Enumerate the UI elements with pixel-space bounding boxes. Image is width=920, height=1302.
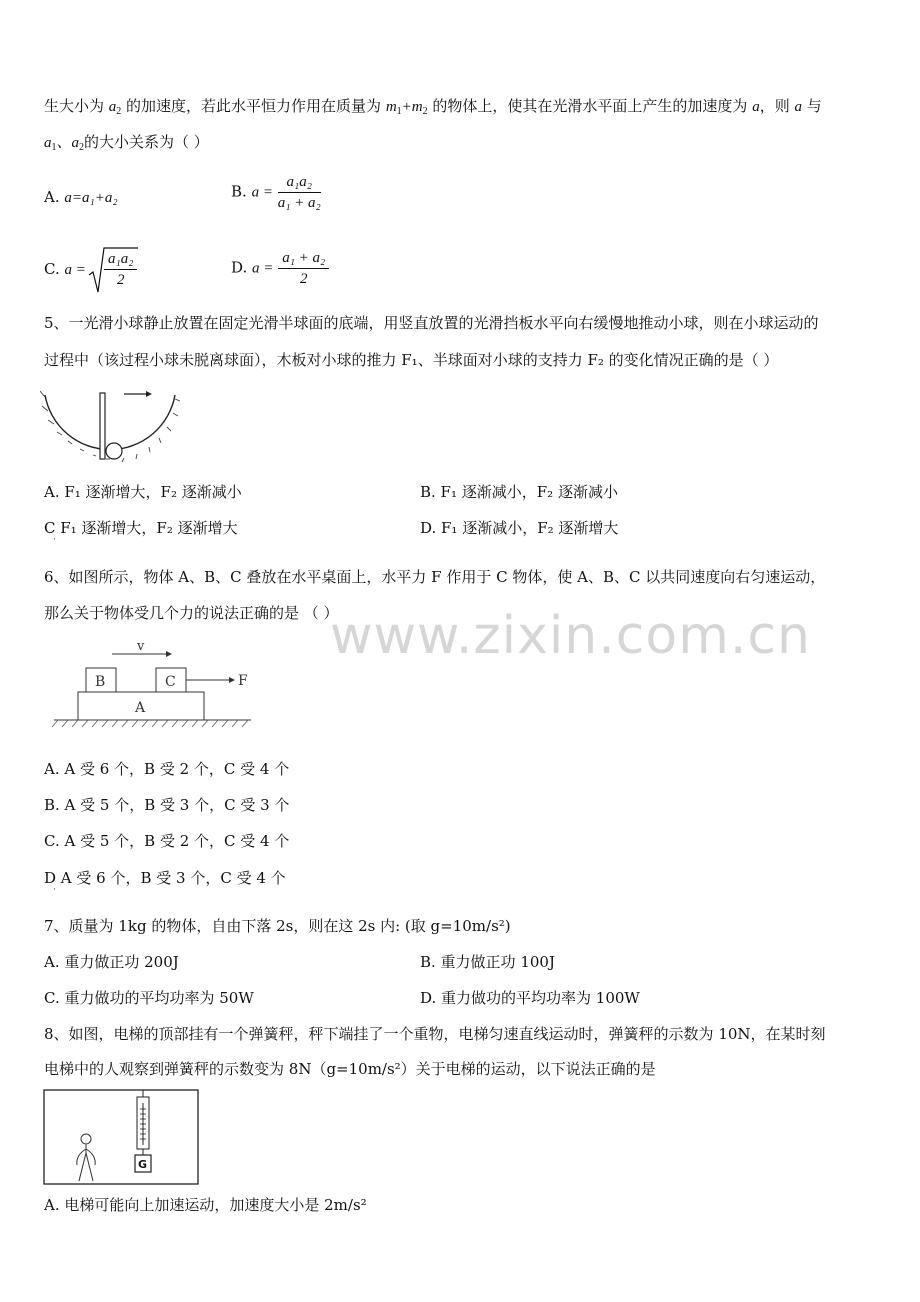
weight-g-label: G	[138, 1158, 148, 1171]
q4-option-b-denominator: a₁ + a₂	[277, 195, 321, 211]
q7-option-a[interactable]: A. 重力做正功 200J	[44, 953, 179, 971]
q4-option-d[interactable]	[231, 248, 329, 289]
q4-text-a: 生大小为	[44, 97, 109, 115]
block-b-label: B	[95, 674, 106, 690]
elevator-figure	[43, 1089, 201, 1187]
q7-line1: 7、质量为 1kg 的物体，自由下落 2s，则在这 2s 内: (取 g=10m/s²)	[44, 917, 511, 935]
q4-text-c: 的物体上，使其在光滑水平面上产生的加速度为	[427, 97, 753, 115]
q8-line2: 电梯中的人观察到弹簧秤的示数变为 8N（g=10m/s²）关于电梯的运动，以下说法正确的是	[44, 1060, 656, 1078]
q4-sym-a-2: a	[794, 99, 802, 115]
block-a-label: A	[135, 700, 146, 716]
q7-option-d[interactable]: D. 重力做功的平均功率为 100W	[420, 989, 640, 1007]
q4-option-b[interactable]	[231, 172, 321, 213]
q4-option-c-label: C.	[44, 260, 65, 278]
q4-option-c-fraction-wrap	[104, 249, 137, 290]
v-label: v	[137, 639, 145, 654]
q4-sym-a: a	[752, 99, 760, 115]
q4-option-b-lhs: a =	[251, 184, 273, 201]
q4-text-e: 与	[801, 97, 822, 115]
q4-option-a[interactable]	[44, 186, 118, 209]
q4-option-d-label: D.	[231, 258, 253, 277]
q4-option-d-denominator: 2	[299, 271, 308, 287]
stray-mark-2: ·	[53, 885, 56, 895]
block-c-label: C	[165, 674, 176, 690]
q4-option-d-numerator: a₁ + a₂	[278, 248, 329, 269]
blocks-figure	[46, 636, 271, 736]
q8-option-a[interactable]: A. 电梯可能向上加速运动，加速度大小是 2m/s²	[44, 1196, 367, 1214]
q4-option-d-fraction	[278, 248, 329, 289]
q4-option-c[interactable]	[44, 258, 86, 281]
q4-option-b-label: B.	[231, 182, 252, 201]
q4-sym-a1a2: $a_1$、$a_2$	[44, 135, 85, 153]
q6-option-a[interactable]: A. A 受 6 个，B 受 2 个，C 受 4 个	[44, 760, 290, 778]
q6-line1: 6、如图所示，物体 A、B、C 叠放在水平桌面上，水平力 F 作用于 C 物体，使 A、B、C 以共同速度向右匀速运动，	[44, 568, 826, 586]
q4-text-d: ，则	[759, 97, 795, 115]
q4-option-b-numerator: a₁a₂	[278, 172, 321, 193]
q4-sym-a2: $a_2$	[108, 99, 122, 117]
q5-line1: 5、一光滑小球静止放置在固定光滑半球面的底端，用竖直放置的光滑挡板水平向右缓慢地推动小球，则在小球运动的	[44, 314, 819, 332]
stray-mark: ·	[53, 535, 56, 545]
q6-option-d[interactable]: D A 受 6 个，B 受 3 个，C 受 4 个	[44, 869, 286, 887]
watermark: www.zixin.com.cn	[330, 606, 811, 666]
q4-option-a-label: A.	[44, 188, 65, 206]
q4-option-a-expr: a=a₁+a₂	[64, 190, 118, 206]
q7-option-b[interactable]: B. 重力做正功 100J	[420, 953, 555, 971]
q4-option-c-numerator: a₁a₂	[104, 249, 137, 270]
hemisphere-figure	[40, 385, 180, 465]
q4-line2	[44, 131, 209, 159]
q5-option-b[interactable]: B. F₁ 逐渐减小，F₂ 逐渐减小	[420, 483, 618, 501]
q5-option-d[interactable]: D. F₁ 逐渐减小，F₂ 逐渐增大	[420, 519, 619, 537]
q4-option-c-fraction	[104, 249, 137, 290]
q4-option-c-denominator: 2	[116, 272, 125, 288]
q7-option-c[interactable]: C. 重力做功的平均功率为 50W	[44, 989, 254, 1007]
q5-line2: 过程中（该过程小球未脱离球面），木板对小球的推力 F₁、半球面对小球的支持力 F₂ 的变化情况正确的是（ ）	[44, 351, 779, 369]
q4-option-c-lhs: a =	[64, 262, 86, 278]
force-f-label: F	[238, 673, 248, 689]
q5-option-c[interactable]: C F₁ 逐渐增大，F₂ 逐渐增大	[44, 519, 238, 537]
q4-option-d-lhs: a =	[252, 260, 274, 277]
q5-option-a[interactable]: A. F₁ 逐渐增大，F₂ 逐渐减小	[44, 483, 242, 501]
q8-line1: 8、如图，电梯的顶部挂有一个弹簧秤，秤下端挂了一个重物，电梯匀速直线运动时，弹簧秤的示数为 10N，在某时刻	[44, 1025, 826, 1043]
q6-option-b[interactable]: B. A 受 5 个，B 受 3 个，C 受 3 个	[44, 796, 290, 814]
q4-text-b: 的加速度，若此水平恒力作用在质量为	[121, 97, 386, 115]
q6-option-c[interactable]: C. A 受 5 个，B 受 2 个，C 受 4 个	[44, 832, 290, 850]
q4-sym-m: $m_1+m_2$	[385, 99, 428, 117]
q6-line2: 那么关于物体受几个力的说法正确的是 （ ）	[44, 604, 339, 622]
q4-option-b-fraction	[278, 172, 321, 213]
q4-text-line2: 的大小关系为（ ）	[84, 133, 209, 151]
q4-line1	[44, 95, 822, 123]
